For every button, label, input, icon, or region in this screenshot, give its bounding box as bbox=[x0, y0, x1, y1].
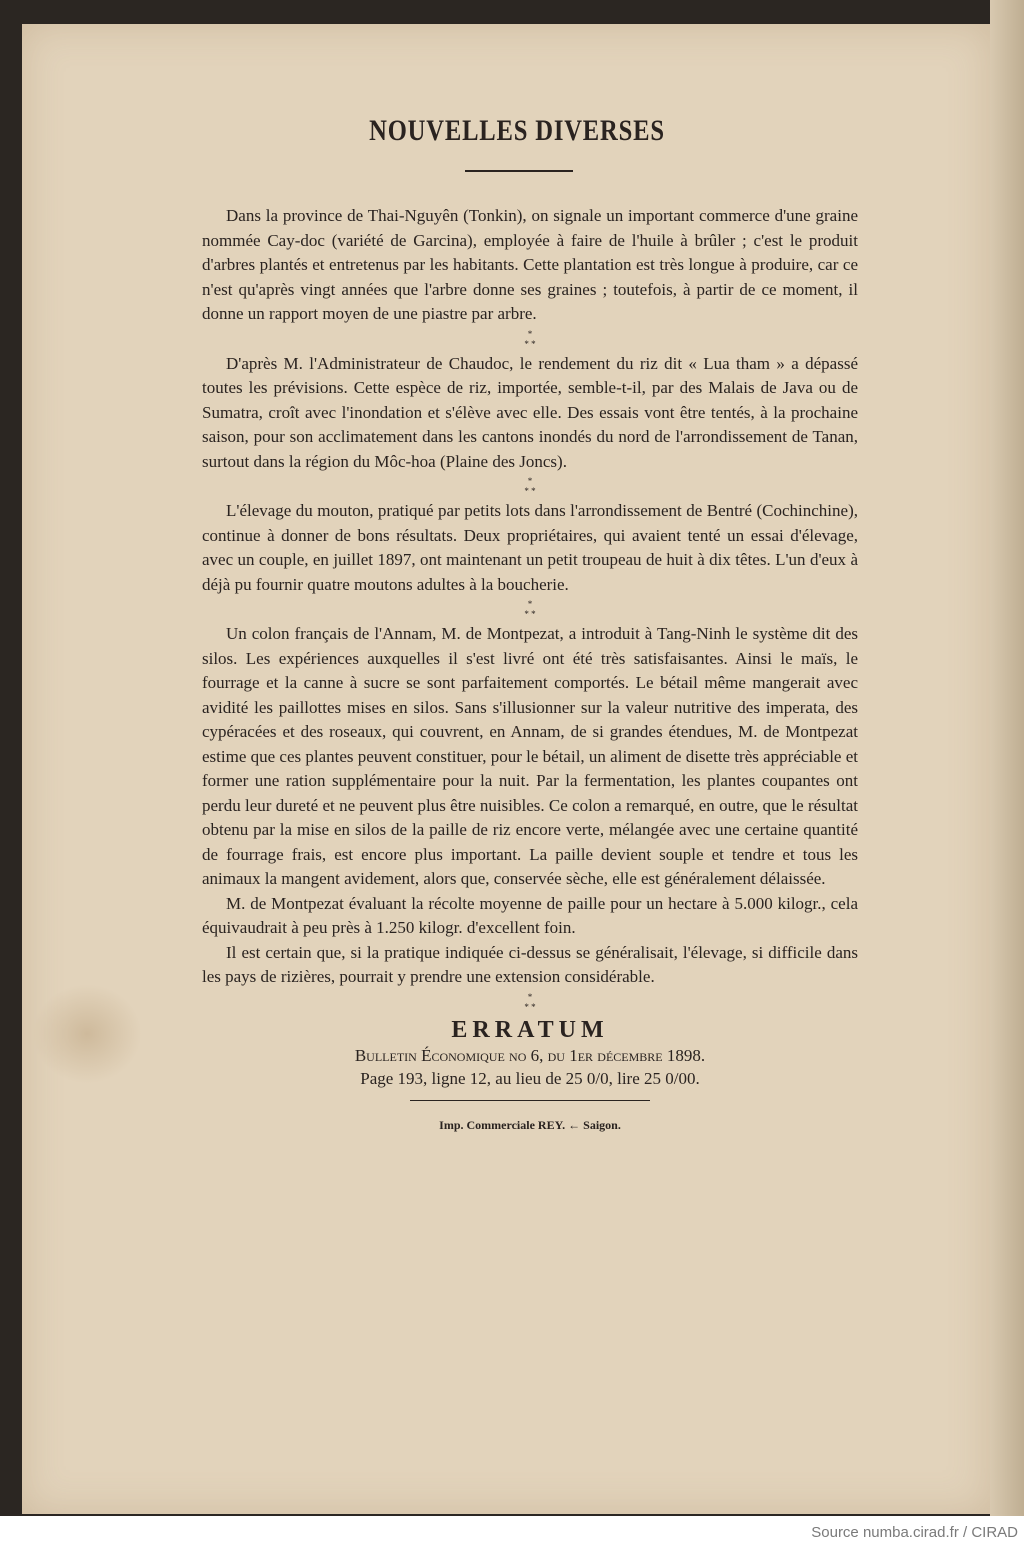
paragraph-4: Un colon français de l'Annam, M. de Montpezat, a introduit à Tang-Ninh le système dit des silos. Les expériences auxquelles il s'est livré ont été très satisfaisantes. Ainsi le maïs, le fourrage et la canne à sucre se sont parfaitement comportés. Le bétail même mangerait avec avidité les paillottes mises en silos. Sans s'illusionner sur la valeur nutritive des imperata, des cypéracées et des roseaux, qui couvrent, en Annam, de si grandes étendues, M. de Montpezat estime que ces plantes peuvent constituer, pour le bétail, un aliment de disette très appréciable et former une ration supplémentaire pour la nuit. Par la fermentation, les plantes coupantes ont perdu leur dureté et ne peuvent plus être nuisibles. Ce colon a remarqué, en outre, que le résultat obtenu par la mise en silos de la paille de riz encore verte, mélangée avec une certaine quantité de fourrage frais, est encore plus important. La paille devient souple et tendre et tous les animaux la mangent avidement, alors que, conservée sèche, elle est généralement délaissée. bbox=[202, 624, 858, 888]
paragraph-2: D'après M. l'Administrateur de Chaudoc, le rendement du riz dit « Lua tham » a dépassé toutes les prévisions. Cette espèce de riz, importée, semble-t-il, par des Malais de Java ou de Sumatra, croît avec l'inondation et s'élève avec elle. Des essais vont être tentés, à la prochaine saison, pour son acclimatement dans les cantons inondés du nord de l'arrondissement de Tanan, surtout dans la région du Môc-hoa (Plaine des Joncs). bbox=[202, 353, 858, 471]
erratum-title: ERRATUM bbox=[451, 1016, 609, 1043]
paragraph-6: Il est certain que, si la pratique indiquée ci-dessus se généralisait, l'élevage, si difficile dans les pays de rizières, pourrait y prendre une extension considérable. bbox=[202, 942, 858, 986]
document-page bbox=[22, 24, 990, 1514]
paragraph-5: M. de Montpezat évaluant la récolte moyenne de paille pour un hectare à 5.000 kilogr., cela équivaudrait à peu près à 1.250 kilogr. d'excellent foin. bbox=[202, 893, 858, 937]
erratum-line-2: Page 193, ligne 12, au lieu de 25 0/0, lire 25 0/00. bbox=[360, 1068, 700, 1088]
article-body bbox=[202, 204, 858, 1137]
imprint-line: Imp. Commerciale REY. ← Saigon. bbox=[439, 1117, 621, 1132]
separator-4: * * * bbox=[524, 991, 536, 1012]
paragraph-1: Dans la province de Thai-Nguyên (Tonkin), on signale un important commerce d'une graine nommée Cay-doc (variété de Garcina), employée à faire de l'huile à brûler ; c'est le produit d'arbres plantés et entretenus par les habitants. Cette plantation est très longue à produire, car ce n'est qu'après vingt années que l'arbre donne ses graines ; toutefois, à partir de ce moment, il donne un rapport moyen de une piastre par arbre. bbox=[202, 206, 858, 323]
source-credit: Source numba.cirad.fr / CIRAD bbox=[811, 1524, 1018, 1541]
title-rule bbox=[465, 170, 573, 172]
separator-1: * * * bbox=[524, 328, 536, 349]
page-edge bbox=[990, 0, 1024, 1516]
erratum-line-1: Bulletin Économique no 6, du 1er décembre 1898. bbox=[354, 1045, 706, 1065]
separator-3: * * * bbox=[524, 599, 536, 619]
separator-2: * * * bbox=[524, 476, 536, 496]
paper-stain bbox=[32, 984, 142, 1084]
paragraph-3: L'élevage du mouton, pratiqué par petits lots dans l'arrondissement de Bentré (Cochinchine), continue à donner de bons résultats. Deux propriétaires, qui avaient tenté un essai d'élevage, avec un couple, en juillet 1897, ont maintenant un petit troupeau de huit à dix têtes. L'un d'eux à déjà pu fournir quatre moutons adultes à la boucherie. bbox=[202, 501, 858, 594]
page-title: NOUVELLES DIVERSES bbox=[369, 114, 665, 147]
imprint-rule bbox=[410, 1100, 650, 1101]
